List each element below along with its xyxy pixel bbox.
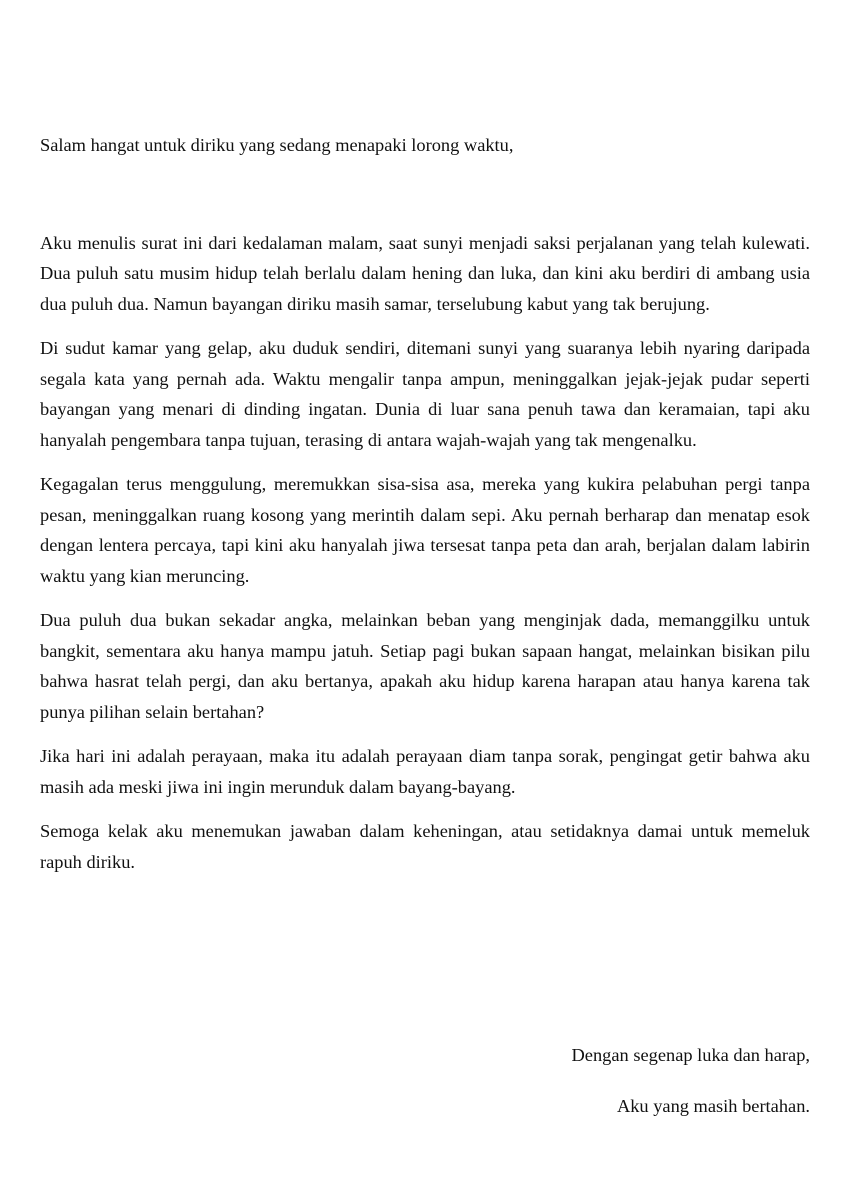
letter-paragraph: Dua puluh dua bukan sekadar angka, melainkan beban yang menginjak dada, memanggilku untuk bangkit, sementara aku hanya mampu jatuh. Setiap pagi bukan sapaan hangat, melainkan bisikan pilu bahwa hasrat telah pergi, dan aku bertanya, apakah aku hidup karena harapan atau hanya karena tak punya pilihan selain bertahan? bbox=[40, 610, 810, 722]
letter-closing: Dengan segenap luka dan harap, bbox=[571, 1045, 810, 1065]
letter-signature: Aku yang masih bertahan. bbox=[616, 1096, 810, 1116]
letter-paragraph: Di sudut kamar yang gelap, aku duduk sendiri, ditemani sunyi yang suaranya lebih nyaring daripada segala kata yang pernah ada. Waktu mengalir tanpa ampun, meninggalkan jejak-jejak pudar seperti bayangan yang menari di dinding ingatan. Dunia di luar sana penuh tawa dan keramaian, tapi aku hanyalah pengembara tanpa tujuan, terasing di antara wajah-wajah yang tak mengenalku. bbox=[40, 338, 810, 450]
letter-paragraph: Kegagalan terus menggulung, meremukkan sisa-sisa asa, mereka yang kukira pelabuhan pergi tanpa pesan, meninggalkan ruang kosong yang merintih dalam sepi. Aku pernah berharap dan menatap esok dengan lentera percaya, tapi kini aku hanyalah jiwa tersesat tanpa peta dan arah, berjalan dalam labirin waktu yang kian meruncing. bbox=[40, 474, 810, 586]
letter-body bbox=[40, 130, 810, 877]
letter-greeting: Salam hangat untuk diriku yang sedang menapaki lorong waktu, bbox=[40, 135, 514, 155]
letter-paragraph: Jika hari ini adalah perayaan, maka itu adalah perayaan diam tanpa sorak, pengingat getir bahwa aku masih ada meski jiwa ini ingin merunduk dalam bayang-bayang. bbox=[40, 746, 810, 797]
letter-paragraph: Semoga kelak aku menemukan jawaban dalam keheningan, atau setidaknya damai untuk memeluk rapuh diriku. bbox=[40, 821, 810, 872]
letter-paragraph: Aku menulis surat ini dari kedalaman malam, saat sunyi menjadi saksi perjalanan yang telah kulewati. Dua puluh satu musim hidup telah berlalu dalam hening dan luka, dan kini aku berdiri di ambang usia dua puluh dua. Namun bayangan diriku masih samar, terselubung kabut yang tak berujung. bbox=[40, 232, 810, 314]
